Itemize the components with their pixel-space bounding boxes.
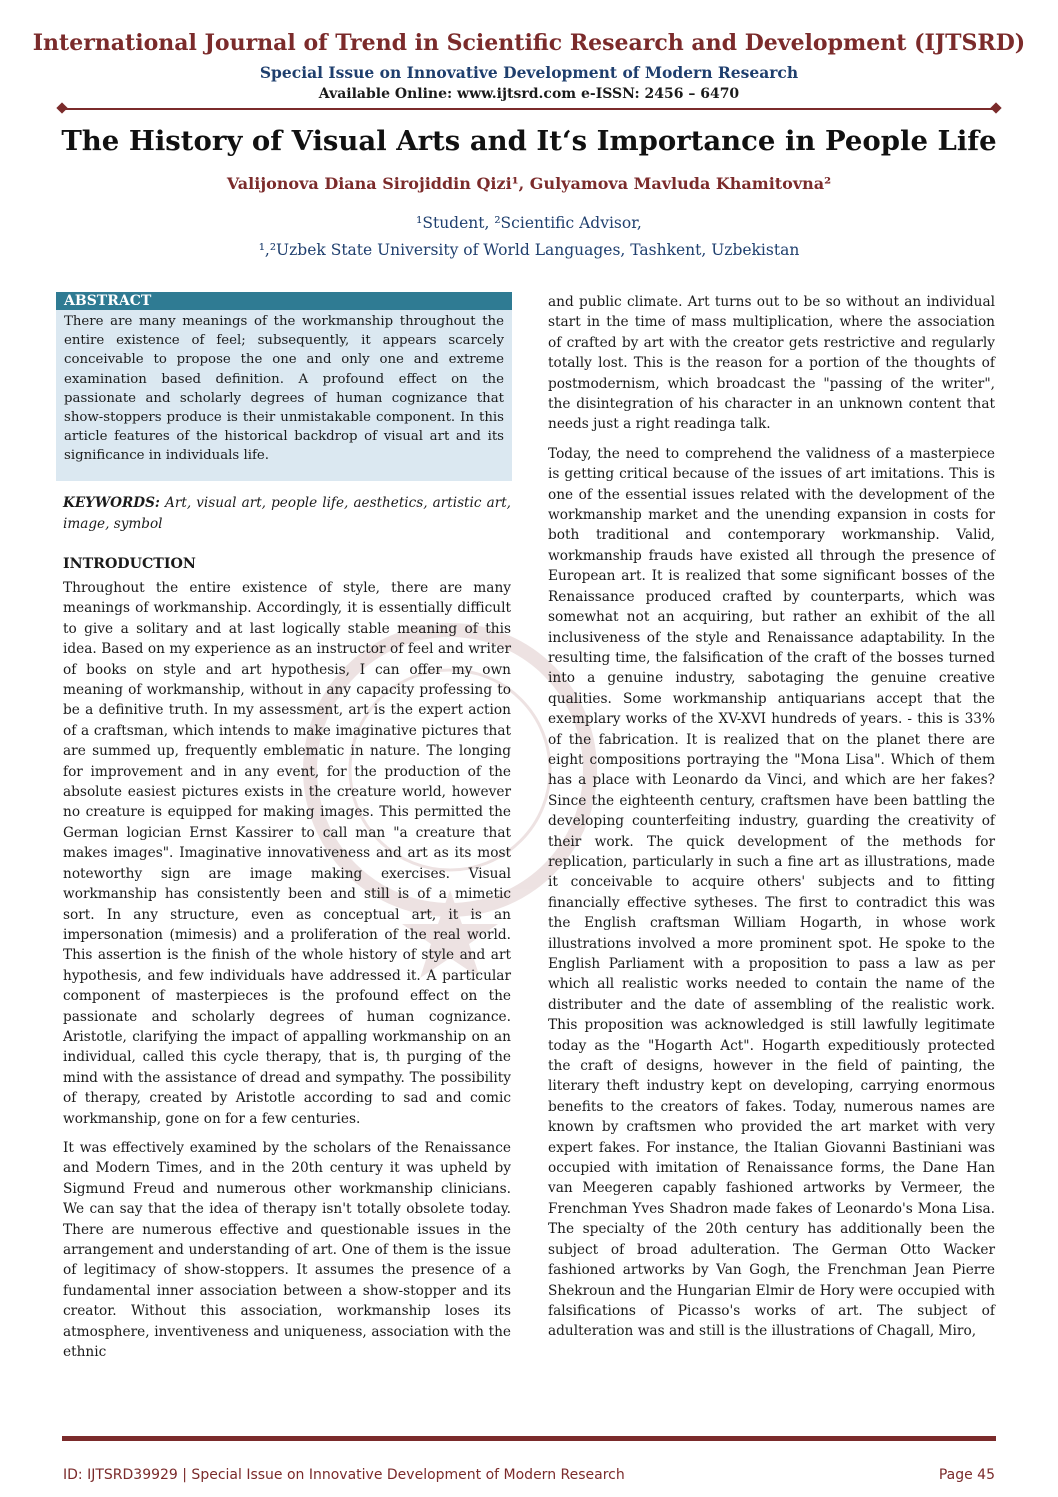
abstract-heading: ABSTRACT (56, 292, 512, 310)
author-list: Valijonova Diana Sirojiddin Qizi¹, Gulyamova Mavluda Khamitovna² (226, 174, 832, 193)
footer-id-line: ID: IJTSRD39929 | Special Issue on Innovative Development of Modern Research (63, 1467, 625, 1483)
paragraph: Today, the need to comprehend the validness of a masterpiece is getting critical because of the issues of art imitations. This is one of the essential issues related with the development of the workmanship market and the unending expansion in costs for both traditional and contemporary workmanship. Valid, workmanship frauds have existed all through the presence of European art. It is realized that some significant bosses of the Renaissance produced crafted by counterparts, which was somewhat not an acquiring, but rather an exhibit of the all inclusiveness of the style and Renaissance adaptability. In the resulting time, the falsification of the craft of the bosses turned into a genuine industry, sabotaging the genuine creative qualities. Some workmanship antiquarians accept that the exemplary works of the XV-XVI hundreds of years. - this is 33% of the fabrication. It is realized that on the planet there are eight compositions portraying the "Mona Lisa". Which of them has a place with Leonardo da Vinci, and which are her fakes? Since the eighteenth century, craftsmen have been battling the developing counterfeiting industry, guarding the creativity of their work. The quick development of the methods for replication, particularly in such a fine art as illustrations, made it conceivable to acquire others' subjects and to fitting financially effective sytheses. The first to contradict this was the English craftsman William Hogarth, in whose work illustrations involved a more prominent spot. He spoke to the English Parliament with a proposition to pass a law as per which all realistic works needed to contain the name of the distributer and the date of assembling of the realistic work. This proposition was acknowledged is still lawfully legitimate today as the "Hogarth Act". Hogarth expeditiously protected the craft of designs, however in the field of painting, the literary theft industry kept on developing, carrying enormous benefits to the creators of fakes. Today, numerous names are known by craftsmen who provided the art market with very expert fakes. For instance, the Italian Giovanni Bastiniani was occupied with imitation of Renaissance forms, the Dane Han van Meegeren capably fashioned artworks by Vermeer, the Frenchman Yves Shadron made fakes of Leonardo's Mona Lisa. The specialty of the 20th century has additionally been the subject of broad adulteration. The German Otto Wacker fashioned artworks by Van Gogh, the Frenchman Jean Pierre Shekroun and the Hungarian Elmir de Hory were occupied with falsifications of Picasso's works of art. The subject of adulteration was and still is the illustrations of Chagall, Miro, (548, 445, 995, 1340)
paper-title: The History of Visual Arts and It‘s Importance in People Life (61, 125, 997, 157)
paragraph: and public climate. Art turns out to be so without an individual start in the time of mass multiplication, where the association of crafted by art with the creator gets restrictive and regularly totally lost. This is the reason for a portion of the thoughts of postmodernism, which broadcast the "passing of the writer", the disintegration of his character in an unknown content that needs just a right readinga talk. (548, 294, 995, 433)
keywords-line (63, 493, 511, 535)
footer-divider (62, 1436, 996, 1441)
author-affiliation: ¹,²Uzbek State University of World Languages, Tashkent, Uzbekistan (258, 241, 800, 259)
journal-title: International Journal of Trend in Scientific Research and Development (IJTSRD) (32, 30, 1026, 56)
keywords-label: KEYWORDS: (63, 495, 160, 511)
keywords-text: Art, visual art, people life, aesthetics, artistic art, image, symbol (63, 495, 511, 532)
left-column (63, 578, 511, 1371)
paragraph: It was effectively examined by the scholars of the Renaissance and Modern Times, and in the 20th century it was upheld by Sigmund Freud and numerous other workmanship clinicians. We can say that the idea of therapy isn't totally obsolete today. There are numerous effective and questionable issues in the arrangement and understanding of art. One of them is the issue of legitimacy of show-stoppers. It assumes the presence of a fundamental inner association between a show-stopper and its creator. Without this association, workmanship loses its atmosphere, inventiveness and uniqueness, association with the ethnic (63, 1139, 511, 1361)
abstract-text: There are many meanings of the workmanship throughout the entire existence of feel; subsequently, it appears scarcely conceivable to propose the one and only one and extreme examination based definition. A profound effect on the passionate and scholarly degrees of human cognizance that show-stoppers produce is their unmistakable component. In this article features of the historical backdrop of visual art and its significance in individuals life. (64, 314, 504, 464)
special-issue-line: Special Issue on Innovative Development of Modern Research (259, 63, 799, 82)
paragraph: Throughout the entire existence of style, there are many meanings of workmanship. Accordingly, it is essentially difficult to give a solitary and at last logically stable meaning of this idea. Based on my experience as an instructor of feel and writer of books on style and art hypothesis, I can offer my own meaning of workmanship, without in any capacity professing to be a definitive truth. In my assessment, art is the expert action of a craftsman, which intends to make imaginative pictures that are summed up, frequently emblematic in nature. The longing for improvement and in any event, for the production of the absolute easiest pictures exists in the creature world, however no creature is equipped for making images. This permitted the German logician Ernst Kassirer to call man "a creature that makes images". Imaginative innovativeness and art as its most noteworthy sign are image making exercises. Visual workmanship has consistently been and still is of a mimetic sort. In any structure, even as conceptual art, it is an impersonation (mimesis) and a proliferation of the real world. This assertion is the finish of the whole history of style and art hypothesis, and few individuals have addressed it. A particular component of masterpieces is the profound effect on the passionate and scholarly degrees of human cognizance. Aristotle, clarifying the impact of appalling workmanship on an individual, called this cycle therapy, that is, th purging of the mind with the assistance of dread and sympathy. The possibility of therapy, created by Aristotle according to sad and comic workmanship, gone on for a few centuries. (63, 580, 511, 1127)
page-number: Page 45 (938, 1467, 995, 1483)
header-divider (62, 108, 996, 110)
introduction-heading: INTRODUCTION (63, 556, 196, 572)
author-roles: ¹Student, ²Scientific Advisor, (416, 214, 642, 232)
right-column (548, 292, 995, 1351)
abstract-box (56, 292, 512, 481)
availability-line: Available Online: www.ijtsrd.com e-ISSN: 2456 – 6470 (318, 86, 740, 102)
